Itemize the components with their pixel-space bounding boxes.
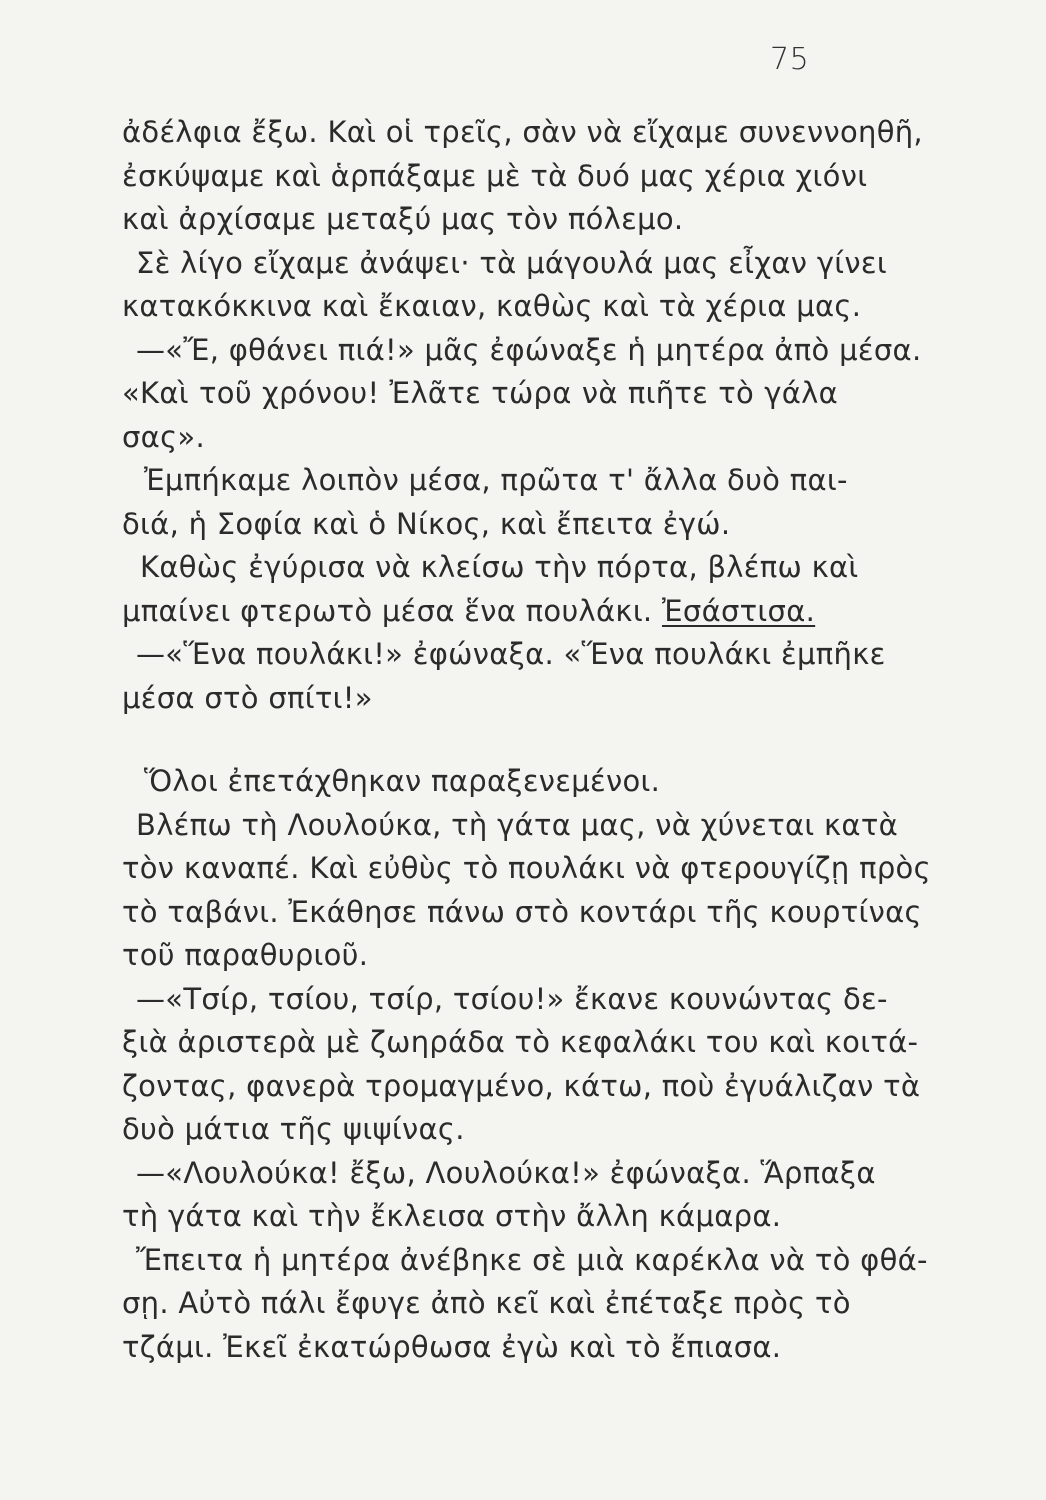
page-number: 75 — [770, 42, 810, 77]
text-line: καὶ ἀρχίσαμε μεταξύ μας τὸν πόλεμο. — [122, 202, 684, 236]
text-line: Ἐμπήκαμε λοιπὸν μέσα, πρῶτα τ' ἄλλα δυὸ παι- — [144, 463, 848, 497]
underlined-word: Ἐσάστισα. — [661, 593, 816, 628]
text-line: ξιὰ ἀριστερὰ μὲ ζωηράδα τὸ κεφαλάκι του καὶ κοιτά- — [122, 1025, 919, 1059]
text-line: τζάμι. Ἐκεῖ ἐκατώρθωσα ἐγὼ καὶ τὸ ἔπιασα. — [122, 1329, 782, 1364]
text-line: Βλέπω τὴ Λουλούκα, τὴ γάτα μας, νὰ χύνεται κατὰ — [136, 807, 899, 842]
text-line: κατακόκκινα καὶ ἔκαιαν, καθὼς καὶ τὰ χέρια μας. — [122, 289, 862, 323]
text-line: τὸ ταβάνι. Ἐκάθησε πάνω στὸ κοντάρι τῆς κουρτίνας — [122, 894, 922, 929]
text-line: τὴ γάτα καὶ τὴν ἔκλεισα στὴν ἄλλη κάμαρα. — [122, 1199, 782, 1233]
text-line: μέσα στὸ σπίτι!» — [122, 680, 373, 715]
text-line: Καθὼς ἐγύρισα νὰ κλείσω τὴν πόρτα, βλέπω καὶ — [140, 550, 859, 584]
text-line: «Καὶ τοῦ χρόνου! Ἐλᾶτε τώρα νὰ πιῆτε τὸ γάλα — [122, 376, 838, 410]
text-line: σας». — [122, 419, 205, 454]
text-line: —«Τσίρ, τσίου, τσίρ, τσίου!» ἔκανε κουνώντας δε- — [136, 981, 888, 1016]
text-line: διά, ἡ Σοφία καὶ ὁ Νίκος, καὶ ἔπειτα ἐγώ. — [122, 506, 731, 541]
text-line: —«Ἔ, φθάνει πιά!» μᾶς ἐφώναξε ἡ μητέρα ἀπὸ μέσα. — [136, 332, 922, 367]
text-line: —«Λουλούκα! ἔξω, Λουλούκα!» ἐφώναξα. Ἅρπαξα — [136, 1155, 876, 1190]
text-line: τοῦ παραθυριοῦ. — [122, 938, 369, 972]
text-line: —«Ἕνα πουλάκι!» ἐφώναξα. «Ἕνα πουλάκι ἐμπῆκε — [136, 637, 886, 671]
text-line: ἀδέλφια ἔξω. Καὶ οἱ τρεῖς, σὰν νὰ εἴχαμε συνεννοηθῆ, — [122, 115, 923, 149]
text-line: Ὅλοι ἐπετάχθηκαν παραξενεμένοι. — [144, 764, 661, 798]
text-line: ἐσκύψαμε καὶ ἁρπάξαμε μὲ τὰ δυό μας χέρια χιόνι — [122, 158, 868, 193]
text-line: δυὸ μάτια τῆς ψιψίνας. — [122, 1112, 465, 1146]
text-line: ζοντας, φανερὰ τρομαγμένο, κάτω, ποὺ ἐγυάλιζαν τὰ — [122, 1068, 921, 1103]
text-line: Ἔπειτα ἡ μητέρα ἀνέβηκε σὲ μιὰ καρέκλα νὰ τὸ φθά- — [136, 1242, 928, 1277]
text-line: μπαίνει φτερωτὸ μέσα ἕνα πουλάκι. Ἐσάστισα. — [122, 593, 816, 628]
text-line: Σὲ λίγο εἴχαμε ἀνάψει· τὰ μάγουλά μας εἶχαν γίνει — [136, 245, 887, 280]
text-line: σῃ. Αὐτὸ πάλι ἔφυγε ἀπὸ κεῖ καὶ ἐπέταξε πρὸς τὸ — [122, 1286, 851, 1320]
text-line: τὸν καναπέ. Καὶ εὐθὺς τὸ πουλάκι νὰ φτερουγίζῃ πρὸς — [122, 851, 931, 885]
